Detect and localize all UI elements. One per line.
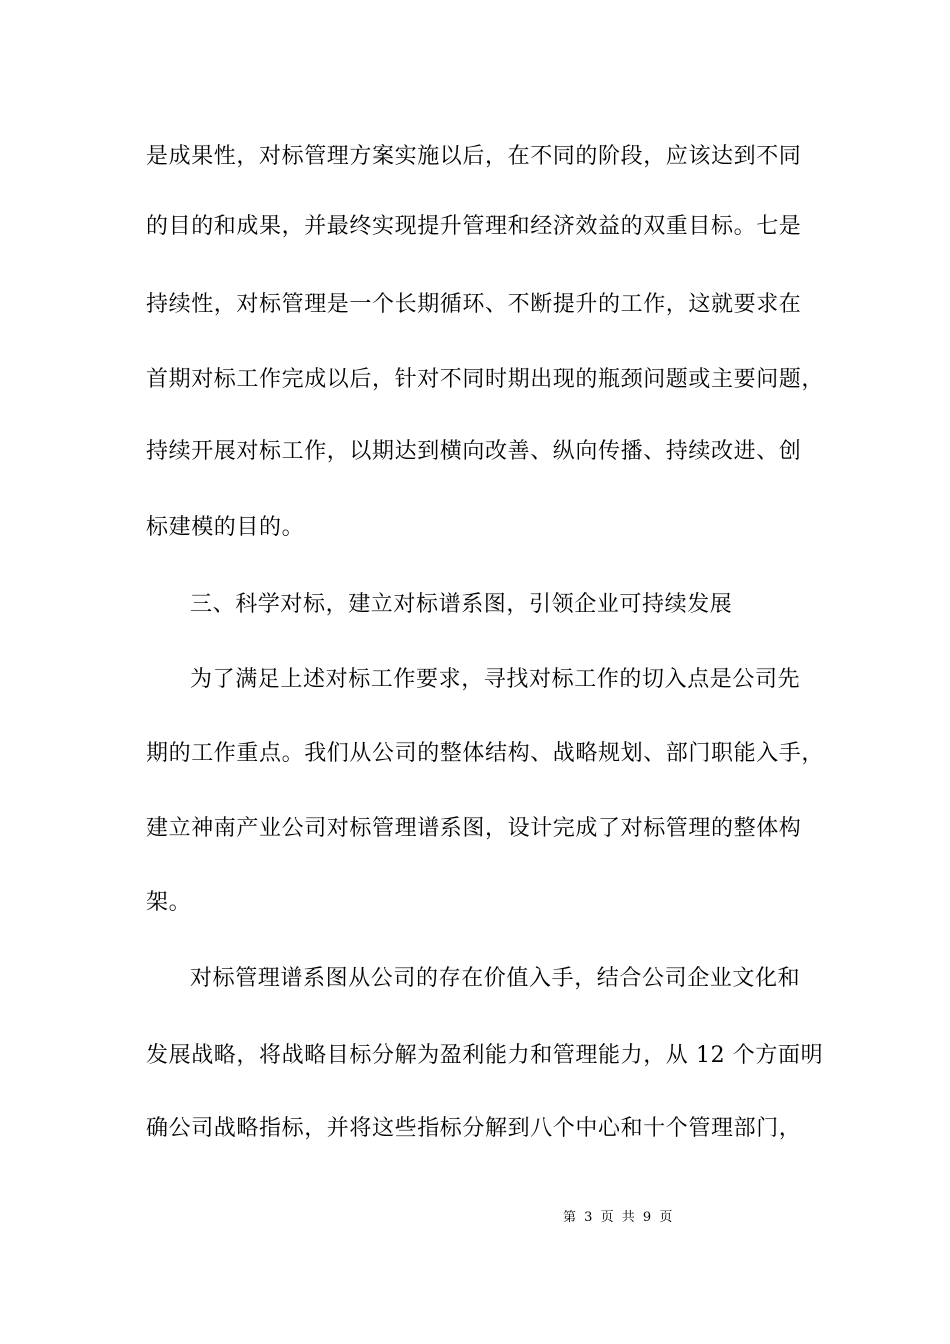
body-line-10: 建立神南产业公司对标管理谱系图，设计完成了对标管理的整体构 [146, 816, 802, 841]
body-line-4: 首期对标工作完成以后，针对不同时期出现的瓶颈问题或主要问题， [146, 367, 825, 392]
footer-total-pages: 9 [642, 1210, 652, 1225]
footer-total-word: 共 [621, 1210, 635, 1225]
body-line-9: 期的工作重点。我们从公司的整体结构、战略规划、部门职能入手， [146, 741, 825, 766]
body-line-3: 持续性，对标管理是一个长期循环、不断提升的工作，这就要求在 [146, 292, 802, 317]
body-line-14: 确公司战略指标，并将这些指标分解到八个中心和十个管理部门， [146, 1116, 802, 1141]
footer-page-word: 页 [600, 1210, 614, 1225]
footer-current-page: 3 [584, 1210, 593, 1225]
body-line-6: 标建模的目的。 [146, 515, 305, 540]
body-line-5: 持续开展对标工作，以期达到横向改善、纵向传播、持续改进、创 [146, 439, 802, 464]
section-heading: 三、科学对标，建立对标谱系图，引领企业可持续发展 [190, 592, 733, 617]
footer-suffix: 页 [659, 1210, 673, 1225]
body-line-8: 为了满足上述对标工作要求，寻找对标工作的切入点是公司先 [190, 667, 801, 692]
body-line-13: 发展战略，将战略目标分解为盈利能力和管理能力，从 12 个方面明 [146, 1043, 824, 1068]
page-footer [563, 1208, 676, 1228]
body-line-2: 的目的和成果，并最终实现提升管理和经济效益的双重目标。七是 [146, 214, 802, 239]
body-line-11: 架。 [146, 890, 192, 915]
footer-prefix: 第 [563, 1210, 577, 1225]
body-line-1: 是成果性，对标管理方案实施以后，在不同的阶段，应该达到不同 [146, 144, 802, 169]
body-line-12: 对标管理谱系图从公司的存在价值入手，结合公司企业文化和 [190, 966, 801, 991]
